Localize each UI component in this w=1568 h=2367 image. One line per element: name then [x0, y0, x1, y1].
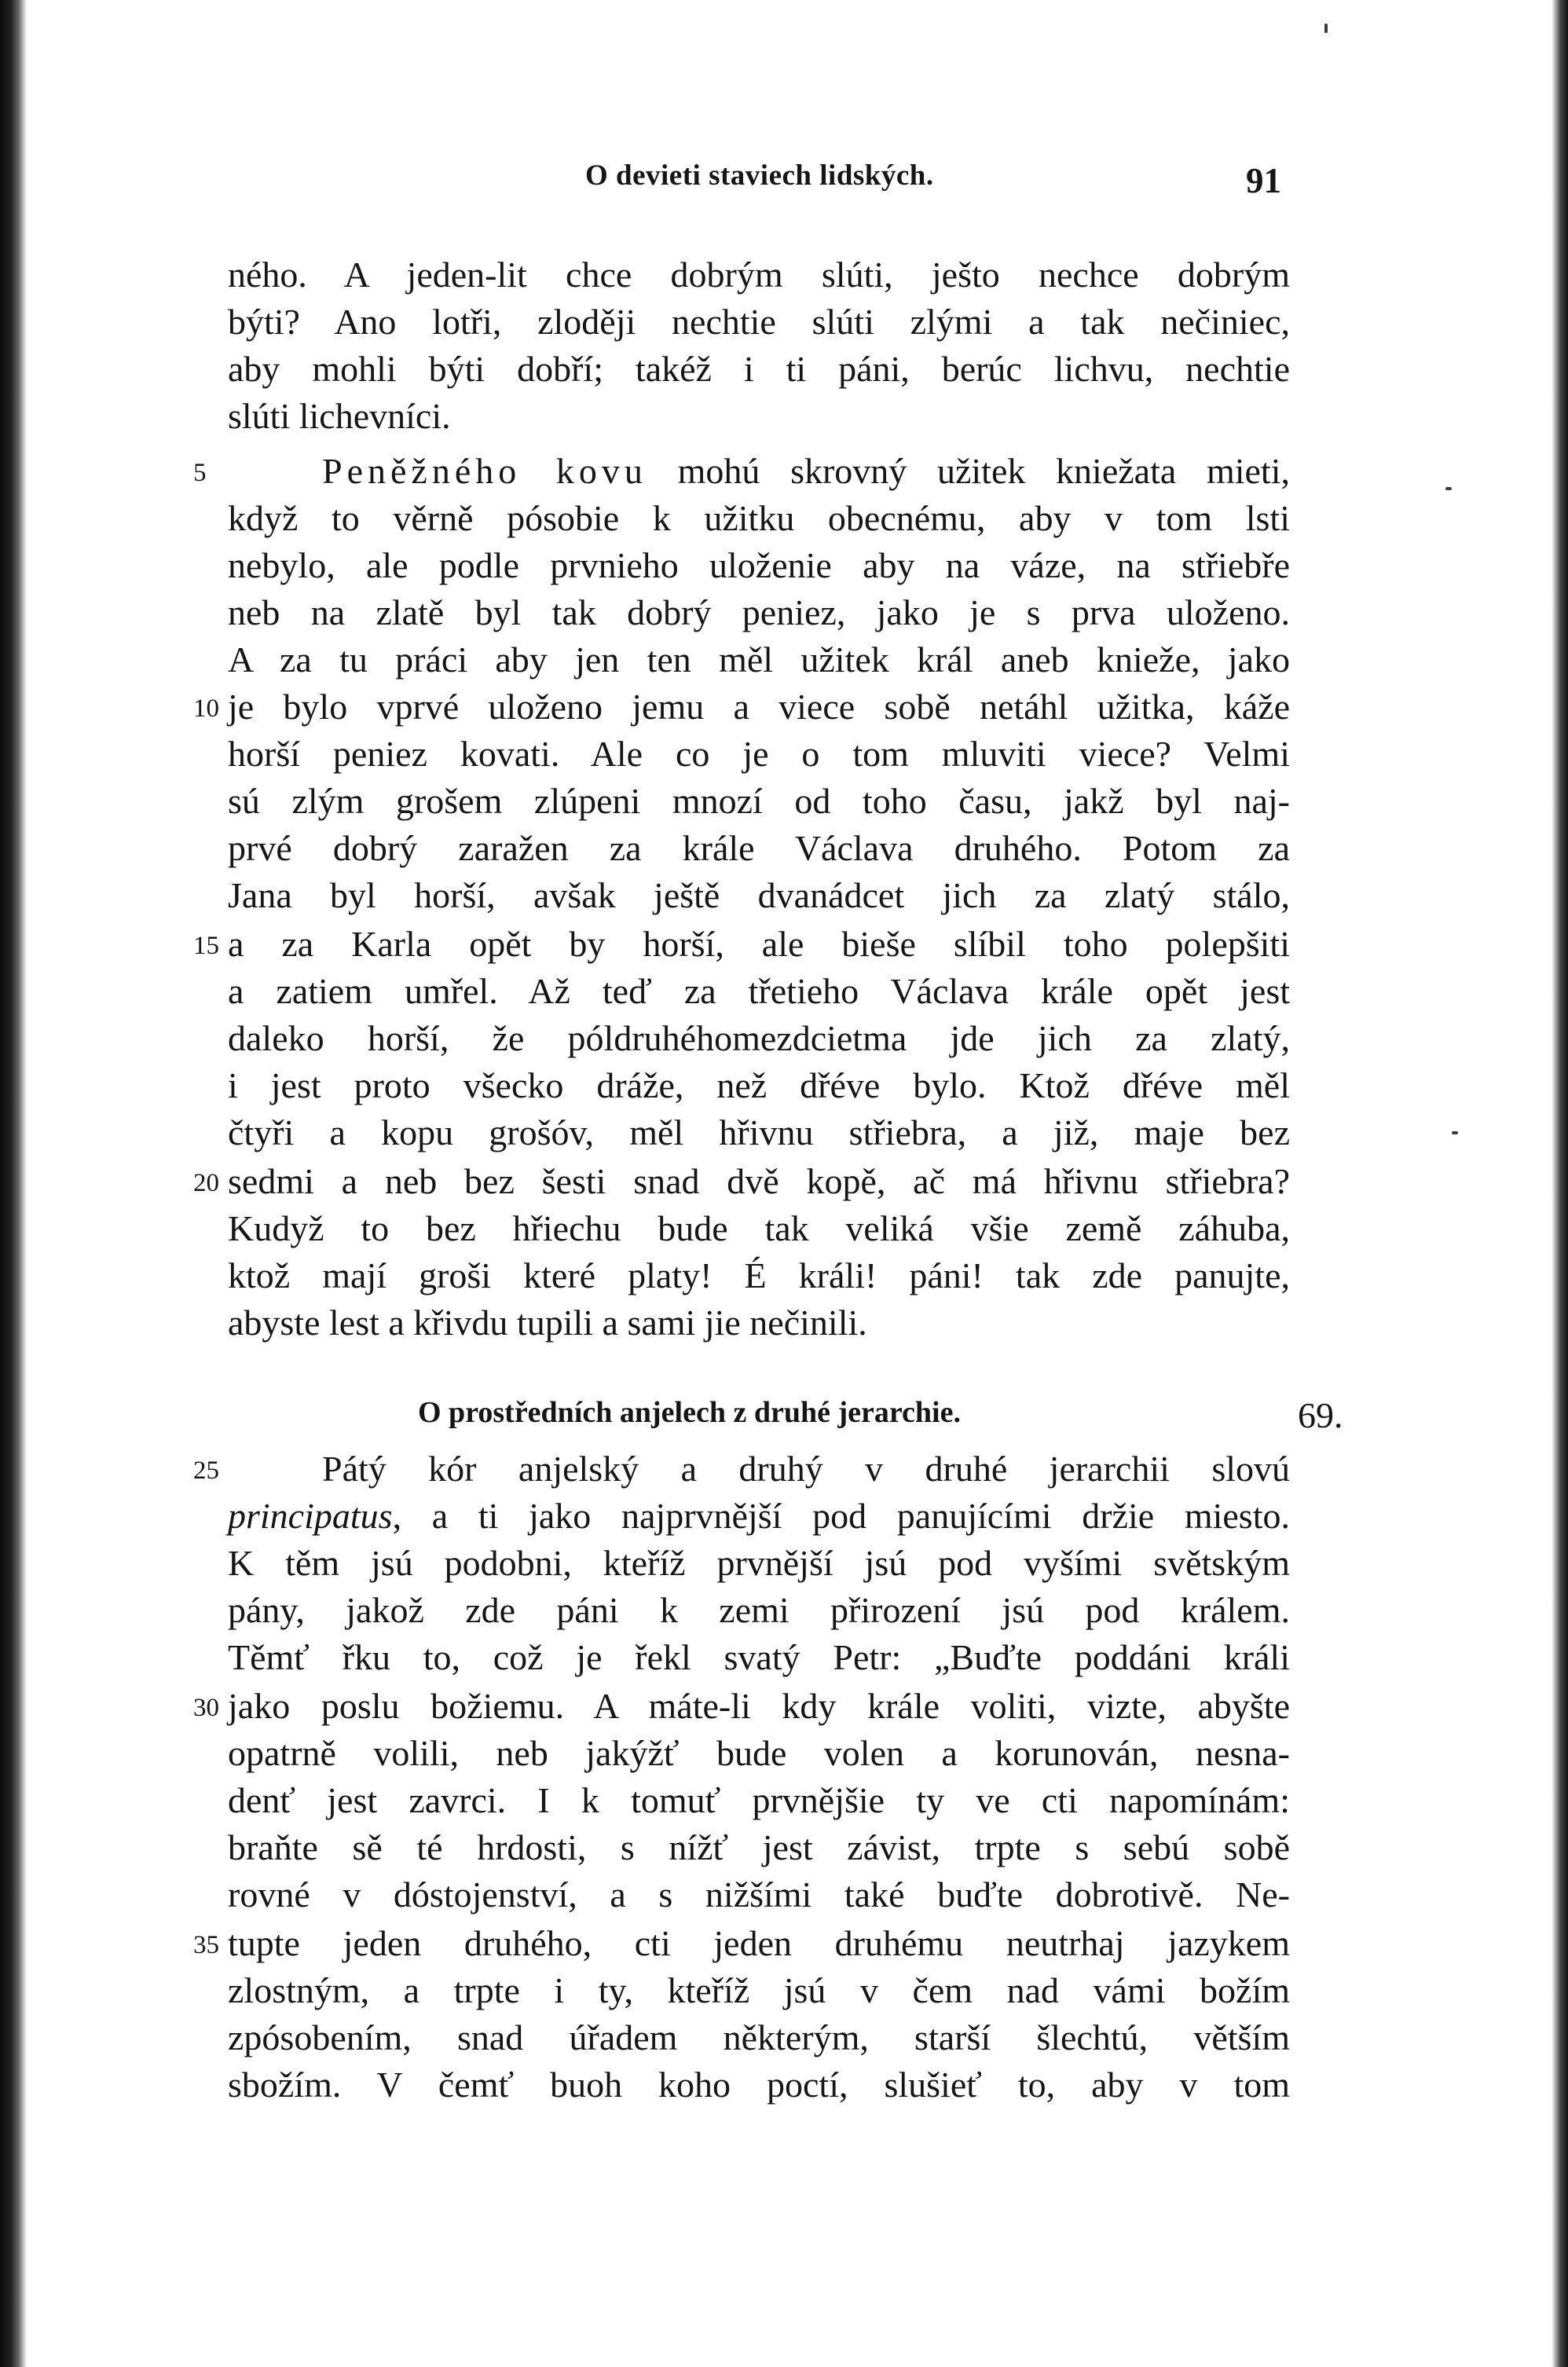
text-line: sú zlým grošem zlúpeni mnozí od toho času, jakž byl naj- — [228, 781, 1290, 821]
line-number: 35 — [193, 1931, 219, 1959]
text-line: když to věrně pósobie k užitku obecnému, aby v tom lsti — [228, 498, 1290, 538]
text-line: tupte jeden druhého, cti jeden druhému neutrhaj jazykem — [228, 1923, 1290, 1963]
text-line: opatrně volili, neb jakýžť bude volen a korunován, nesna- — [228, 1733, 1290, 1773]
text-line: horší peniez kovati. Ale co je o tom mluviti viece? Velmi — [228, 734, 1290, 774]
running-title: O devieti staviech lidských. — [585, 159, 934, 192]
text-line: zpósobením, snad úřadem některým, starší šlechtú, větším — [228, 2017, 1290, 2057]
text-line: je bylo vprvé uloženo jemu a viece sobě netáhl užitka, káže — [228, 687, 1290, 727]
latin-term: principatus — [228, 1496, 393, 1536]
print-speck — [1324, 24, 1328, 33]
text-line: slúti lichevníci. — [228, 396, 451, 436]
text-line: A za tu práci aby jen ten měl užitek král aneb knieže, jako — [228, 639, 1290, 680]
line-number: 30 — [193, 1694, 219, 1722]
print-speck — [1452, 1131, 1458, 1134]
text-line: denť jest zavrci. I k tomuť prvnějšie ty ve cti napomínám: — [228, 1780, 1290, 1820]
text-line: nebylo, ale podle prvnieho uloženie aby na váze, na střiebře — [228, 545, 1290, 585]
text-line: jako poslu božiemu. A máte-li kdy krále voliti, vizte, abyšte — [228, 1686, 1290, 1726]
text-line: Pátý kór anjelský a druhý v druhé jerarchii slovú — [322, 1449, 1290, 1489]
text-line: prvé dobrý zaražen za krále Václava druhého. Potom za — [228, 828, 1290, 868]
spaced-keyword: Peněžného kovu — [322, 451, 647, 491]
page-number: 91 — [1246, 161, 1281, 200]
text-line: a zatiem umřel. Až teď za třetieho Václava krále opět jest — [228, 971, 1290, 1011]
line-number: 10 — [193, 694, 219, 723]
text-line: čtyři a kopu grošóv, měl hřivnu střiebra, a již, maje bez — [228, 1112, 1290, 1152]
text-line: Kudyž to bez hřiechu bude tak veliká všie země záhuba, — [228, 1208, 1290, 1248]
text-line: Peněžného kovu mohú skrovný užitek kniežata mieti, — [322, 451, 1290, 491]
text-line: aby mohli býti dobří; takéž i ti páni, berúc lichvu, nechtie — [228, 349, 1290, 389]
text-line: zlostným, a trpte i ty, kteříž jsú v čem nad vámi božím — [228, 1970, 1290, 2010]
text-line: ktož mají groši které platy! É králi! páni! tak zde panujte, — [228, 1255, 1290, 1295]
text-line: abyste lest a křivdu tupili a sami jie nečinili. — [228, 1303, 867, 1343]
running-head — [0, 156, 1568, 203]
text-line: a za Karla opět by horší, ale bieše slíbil toho polepšiti — [228, 924, 1290, 964]
text-line: ného. A jeden-lit chce dobrým slúti, ješto nechce dobrým — [228, 255, 1290, 295]
text-line: K těm jsú podobni, kteříž prvnější jsú pod vyšími světským — [228, 1543, 1290, 1583]
text-line: sbožím. V čemť buoh koho poctí, slušieť to, aby v tom — [228, 2065, 1290, 2105]
text-line: i jest proto všecko dráže, než dřéve bylo. Ktož dřéve měl — [228, 1065, 1290, 1105]
text-line: daleko horší, že póldruhéhomezdcietma jde jich za zlatý, — [228, 1018, 1290, 1058]
section-heading: O prostředních anjelech z druhé jerarchie. — [418, 1396, 961, 1429]
print-speck — [1445, 487, 1452, 490]
line-number: 25 — [193, 1456, 219, 1485]
text-line: Jana byl horší, avšak ještě dvanádcet jich za zlatý stálo, — [228, 875, 1290, 915]
margin-section-number: 69. — [1298, 1395, 1343, 1435]
line-number: 5 — [193, 459, 207, 487]
line-number: 20 — [193, 1169, 219, 1197]
text-line: braňte sě té hrdosti, s nížť jest závist, trpte s sebú sobě — [228, 1827, 1290, 1867]
text-line: Těmť řku to, což je řekl svatý Petr: „Buďte poddáni králi — [228, 1637, 1290, 1677]
text-line: principatus, a ti jako najprvnější pod panujícími držie miesto. — [228, 1496, 1290, 1536]
text-line: neb na zlatě byl tak dobrý peniez, jako je s prva uloženo. — [228, 592, 1290, 632]
text-line: pány, jakož zde páni k zemi přirození jsú pod králem. — [228, 1590, 1290, 1630]
text-line: býti? Ano lotři, zloději nechtie slúti zlými a tak nečiniec, — [228, 302, 1290, 342]
text-line: sedmi a neb bez šesti snad dvě kopě, ač má hřivnu střiebra? — [228, 1161, 1290, 1201]
text-line: rovné v dóstojenství, a s nižšími také buďte dobrotivě. Ne- — [228, 1874, 1290, 1914]
line-number: 15 — [193, 932, 219, 960]
